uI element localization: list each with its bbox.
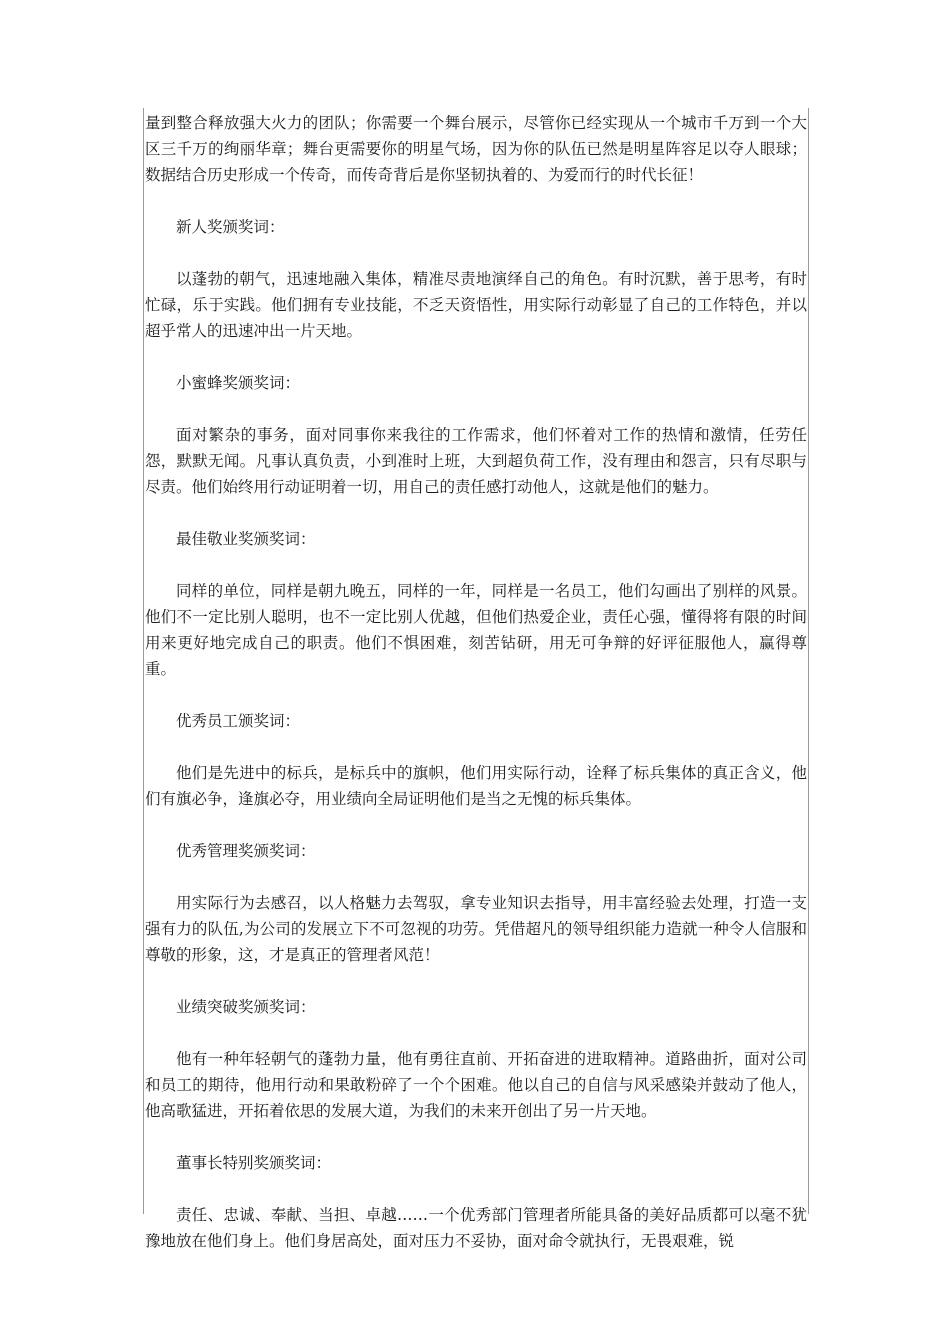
document-body <box>145 110 807 1254</box>
paragraph-continuation: 量到整合释放强大火力的团队；你需要一个舞台展示，尽管你已经实现从一个城市千万到一个大区三千万的绚丽华章；舞台更需要你的明星气场，因为你的队伍已然是明星阵容足以夺人眼球；数据结合历史形成一个传奇，而传奇背后是你坚韧执着的、为爱而行的时代长征！ <box>145 114 807 184</box>
paragraph-little-bee-award: 面对繁杂的事务，面对同事你来我往的工作需求，他们怀着对工作的热情和激情，任劳任怨，默默无闻。凡事认真负责，小到准时上班，大到超负荷工作，没有理由和怨言，只有尽职与尽责。他们始终用行动证明着一切，用自己的责任感打动他人，这就是他们的魅力。 <box>145 426 807 496</box>
paragraph-dedication-award: 同样的单位，同样是朝九晚五，同样的一年，同样是一名员工，他们勾画出了别样的风景。他们不一定比别人聪明，也不一定比别人优越，但他们热爱企业，责任心强，懂得将有限的时间用来更好地完成自己的职责。他们不惧困难，刻苦钻研，用无可争辩的好评征服他人，赢得尊重。 <box>145 582 807 678</box>
heading-excellent-employee: 优秀员工颁奖词： <box>176 712 301 730</box>
heading-dedication-award: 最佳敬业奖颁奖词： <box>176 530 316 548</box>
heading-management-award: 优秀管理奖颁奖词： <box>176 842 316 860</box>
paragraph-chairman-special-award: 责任、忠诚、奉献、当担、卓越……一个优秀部门管理者所能具备的美好品质都可以毫不犹豫地放在他们身上。他们身居高处，面对压力不妥协，面对命令就执行，无畏艰难，锐 <box>145 1206 807 1250</box>
paragraph-excellent-employee: 他们是先进中的标兵，是标兵中的旗帜，他们用实际行动，诠释了标兵集体的真正含义，他们有旗必争，逢旗必夺，用业绩向全局证明他们是当之无愧的标兵集体。 <box>145 764 807 808</box>
paragraph-breakthrough-award: 他有一种年轻朝气的蓬勃力量，他有勇往直前、开拓奋进的进取精神。道路曲折，面对公司和员工的期待，他用行动和果敢粉碎了一个个困难。他以自己的自信与风采感染并鼓动了他人，他高歌猛进，开拓着依思的发展大道，为我们的未来开创出了另一片天地。 <box>145 1050 807 1120</box>
heading-newcomer-award: 新人奖颁奖词： <box>176 218 285 236</box>
heading-little-bee-award: 小蜜蜂奖颁奖词： <box>176 374 301 392</box>
paragraph-newcomer-award: 以蓬勃的朝气，迅速地融入集体，精准尽责地演绎自己的角色。有时沉默，善于思考，有时忙碌，乐于实践。他们拥有专业技能，不乏天资悟性，用实际行动彰显了自己的工作特色，并以超乎常人的迅速冲出一片天地。 <box>145 270 807 340</box>
heading-chairman-special-award: 董事长特别奖颁奖词： <box>176 1154 332 1172</box>
heading-breakthrough-award: 业绩突破奖颁奖词： <box>176 998 316 1016</box>
paragraph-management-award: 用实际行为去感召，以人格魅力去驾驭，拿专业知识去指导，用丰富经验去处理，打造一支强有力的队伍,为公司的发展立下不可忽视的功劳。凭借超凡的领导组织能力造就一种令人信服和尊敬的形象，这，才是真正的管理者风范！ <box>145 894 807 964</box>
